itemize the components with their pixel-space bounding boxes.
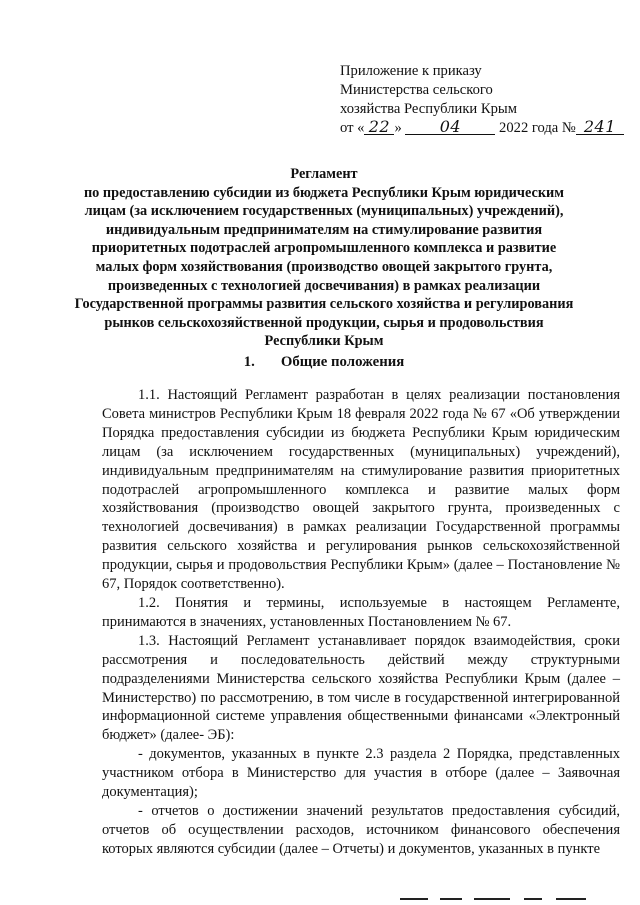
date-year-text: 2022 года № bbox=[499, 120, 576, 136]
section-number: 1. bbox=[243, 354, 255, 370]
paragraph-1-3: 1.3. Настоящий Регламент устанавливает порядок взаимодействия, сроки рассмотрения и последовательность действий между структурными подразделениями Министерства сельского хозяйства Республики Крым (далее – Министерство) по рассмотрению, в том числе в государственной интегрированной информационной системе управления общественными финансами «Электронный бюджет» (далее- ЭБ): bbox=[102, 632, 620, 744]
order-number-handwritten: 241 bbox=[576, 120, 624, 135]
title-line: приоритетных подотраслей агропромышленного комплекса и развитие bbox=[91, 240, 557, 257]
title-line: индивидуальным предпринимателям на стимулирование развития bbox=[105, 221, 543, 238]
title-line: лицам (за исключением государственных (муниципальных) учреждений), bbox=[84, 203, 564, 220]
title-line: рынков сельскохозяйственной продукции, сырья и продовольствия bbox=[104, 314, 544, 331]
body-text bbox=[102, 386, 620, 859]
title-line: произведенных с технологией досвечивания) в рамках реализации bbox=[107, 277, 541, 294]
dash-item-2: - отчетов о достижении значений результатов предоставления субсидий, отчетов об осуществлении расходов, источником финансового обеспечения которых являются субсидии (далее – Отчеты) и документов, указанных в пункте bbox=[102, 802, 620, 857]
title-line: Республики Крым bbox=[264, 333, 384, 350]
appendix-block bbox=[340, 62, 630, 138]
title-line: малых форм хозяйствования (производство овощей закрытого грунта, bbox=[95, 258, 553, 275]
title-line: Государственной программы развития сельского хозяйства и регулирования bbox=[74, 296, 574, 313]
appendix-line-3: хозяйства Республики Крым bbox=[340, 101, 517, 117]
title-line: по предоставлению субсидии из бюджета Республики Крым юридическим bbox=[83, 184, 565, 201]
document-title bbox=[64, 165, 584, 351]
section-title: Общие положения bbox=[280, 354, 405, 370]
date-prefix: от « bbox=[340, 120, 365, 136]
date-quote-close: » bbox=[394, 120, 402, 136]
scan-edge-marks bbox=[400, 896, 610, 902]
section-heading bbox=[64, 354, 584, 371]
appendix-date-line bbox=[340, 119, 630, 138]
title-heading: Регламент bbox=[290, 166, 358, 182]
paragraph-1-2: 1.2. Понятия и термины, используемые в настоящем Регламенте, принимаются в значениях, установленных Постановлением № 67. bbox=[102, 594, 620, 630]
appendix-line-2: Министерства сельского bbox=[340, 82, 493, 98]
dash-item-1: - документов, указанных в пункте 2.3 раздела 2 Порядка, представленных участником отбора в Министерство для участия в отборе (далее – Заявочная документация); bbox=[102, 746, 620, 801]
appendix-line-1: Приложение к приказу bbox=[340, 63, 482, 79]
paragraph-1-1: 1.1. Настоящий Регламент разработан в целях реализации постановления Совета министров Республики Крым 18 февраля 2022 года № 67 «Об утверждении Порядка предоставления субсидии из бюджета Республики Крым юридическим лицам (за исключением государственных (муниципальных) учреждений), индивидуальным предпринимателям на стимулирование развития приоритетных подотраслей агропромышленного комплекса и развитие малых форм хозяйствования (производство овощей закрытого грунта, произведенных с технологией досвечивания) в рамках реализации Государственной программы развития сельского хозяйства и регулирования рынков сельскохозяйственной продукции, сырья и продовольствия Республики Крым» (далее – Постановление № 67, Порядок соответственно). bbox=[102, 387, 620, 593]
date-month-handwritten: 04 bbox=[405, 120, 495, 135]
date-day-handwritten: 22 bbox=[364, 120, 394, 135]
